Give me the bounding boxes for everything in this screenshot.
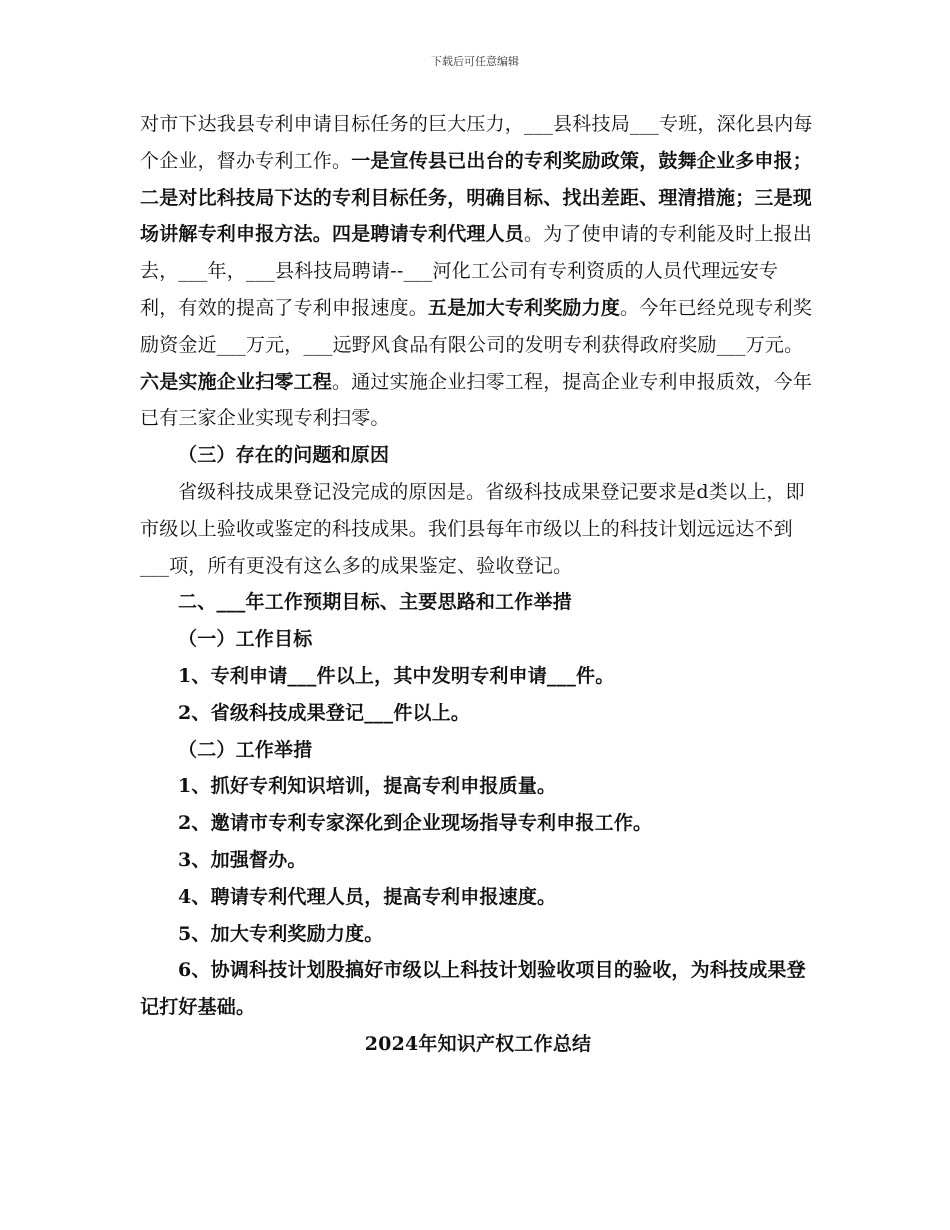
measure-item: 4、聘请专利代理人员，提高专利申报速度。: [178, 885, 557, 908]
para1-bold-2: 五是加大专利奖励力度: [428, 296, 621, 319]
measure-item: 3、加强督办。: [178, 848, 307, 871]
measure-item: 1、抓好专利知识培训，提高专利申报质量。: [178, 775, 557, 798]
measures-heading: （二）工作举措: [178, 738, 313, 761]
part2-heading: 二、___年工作预期目标、主要思路和工作举措: [178, 591, 572, 614]
document-title: 2024年知识产权工作总结: [364, 1032, 592, 1055]
para1-text-4: 。通过实施企业扫零工程，提高企业专利申报质效，今年已有三家企业实现专利扫零。: [140, 370, 813, 430]
goal-item: 1、专利申请___件以上，其中发明专利申请___件。: [178, 664, 615, 687]
goal-item: 2、省级科技成果登记___件以上。: [178, 701, 471, 724]
paragraph-patent-work: [140, 106, 816, 437]
para1-text-1: 对市下达我县专利申请目标任务的巨大压力，___县科技局___专班，深化县内每个企业，督办专利工作。: [140, 113, 813, 172]
measure-item: 2、邀请市专利专家深化到企业现场指导专利申报工作。: [178, 812, 653, 835]
document-body: [140, 106, 816, 1063]
para1-bold-3: 六是实施企业扫零工程: [140, 370, 333, 393]
para1-bold-1: 一是宣传县已出台的专利奖励政策，鼓舞企业多申报；二是对比科技局下达的专利目标任务，明确目标、找出差距、理清措施；三是现场讲解专利申报方法。四是聘请专利代理人员: [140, 149, 813, 246]
page-header: 下载后可任意编辑: [431, 55, 519, 68]
para1-text-3: 。今年已经兑现专利奖励资金近___万元，___远野风食品有限公司的发明专利获得政府奖励___万元。: [140, 296, 813, 356]
goals-heading: （一）工作目标: [178, 628, 313, 651]
section3-body: 省级科技成果登记没完成的原因是。省级科技成果登记要求是d类以上，即市级以上验收或鉴定的科技成果。我们县每年市级以上的科技计划远远达不到___项，所有更没有这么多的成果鉴定、验收登记。: [140, 480, 805, 577]
measure-item: 6、协调科技计划股搞好市级以上科技计划验收项目的验收，为科技成果登记打好基础。: [140, 959, 806, 1019]
measure-item: 5、加大专利奖励力度。: [178, 922, 384, 945]
para1-text-2: 。为了使申请的专利能及时上报出去，___年，___县科技局聘请--___河化工公司有专利资质的人员代理远安专利，有效的提高了专利申报速度。: [140, 223, 813, 319]
section3-heading: （三）存在的问题和原因: [178, 444, 390, 467]
